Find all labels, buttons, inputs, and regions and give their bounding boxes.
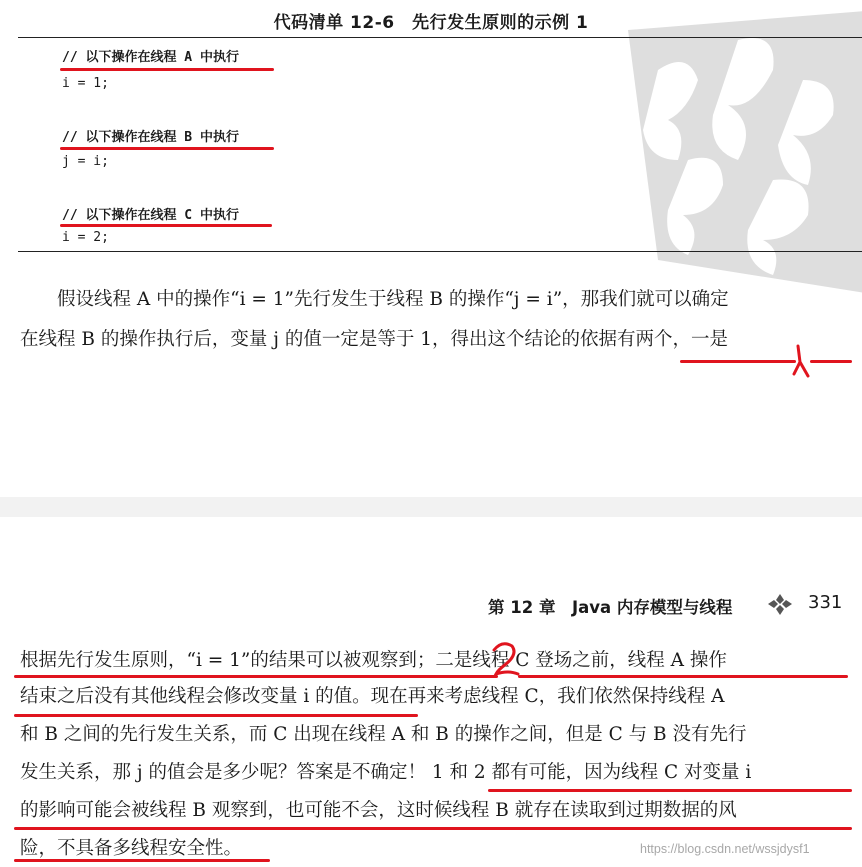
paragraph2-line6: 险，不具备多线程安全性。	[20, 838, 243, 859]
listing-title: 代码清单 12-6 先行发生原则的示例 1	[273, 13, 589, 33]
code-comment-c: // 以下操作在线程 C 中执行	[62, 208, 239, 223]
chapter-header: 第 12 章 Java 内存模型与线程	[488, 598, 733, 617]
code-line-a: i = 1;	[62, 76, 109, 91]
code-comment-b: // 以下操作在线程 B 中执行	[62, 130, 239, 145]
underline-p2-line5	[14, 827, 852, 830]
paragraph2-line2: 结束之后没有其他线程会修改变量 i 的值。现在再来考虑线程 C，我们依然保持线程 A	[20, 686, 725, 707]
underline-comment-b	[60, 147, 274, 150]
code-line-b: j = i;	[62, 154, 109, 169]
paragraph1-line2: 在线程 B 的操作执行后，变量 j 的值一定是等于 1，得出这个结论的依据有两个，一是	[20, 329, 729, 350]
underline-comment-c	[60, 224, 272, 227]
underline-p2-line6	[14, 859, 270, 862]
underline-p2-line1b	[518, 675, 848, 678]
code-comment-a: // 以下操作在线程 A 中执行	[62, 50, 239, 65]
paragraph1-line1: 假设线程 A 中的操作“i = 1”先行发生于线程 B 的操作“j = i”，那我们就可以确定	[20, 289, 729, 310]
underline-p2-line2	[14, 714, 418, 717]
paragraph2-line4: 发生关系，那 j 的值会是多少呢？答案是不确定！ 1 和 2 都有可能，因为线程 C 对变量 i	[20, 762, 752, 783]
underline-first	[810, 360, 852, 363]
paragraph2-line1: 根据先行发生原则，“i = 1”的结果可以被观察到；二是线程 C 登场之前，线程 A 操作	[20, 650, 727, 671]
page-number: 331	[808, 592, 843, 613]
paragraph2-line3: 和 B 之间的先行发生关系，而 C 出现在线程 A 和 B 的操作之间，但是 C 与 B 没有先行	[20, 724, 747, 745]
code-line-c: i = 2;	[62, 230, 109, 245]
underline-p2-line4	[488, 789, 852, 792]
underline-reasons	[680, 360, 796, 363]
listing-bottom-rule	[18, 251, 862, 252]
paragraph2-line5: 的影响可能会被线程 B 观察到，也可能不会，这时候线程 B 就存在读取到过期数据的风	[20, 800, 737, 821]
handwritten-mark-two	[488, 638, 524, 684]
listing-top-rule	[18, 37, 862, 38]
handwritten-mark-one	[786, 342, 812, 378]
watermark-url: https://blog.csdn.net/wssjdysf1	[640, 842, 810, 856]
seal-stamp-image	[588, 10, 862, 295]
page-separator	[0, 497, 862, 517]
underline-p2-line1a	[14, 675, 498, 678]
diamond-ornament-icon	[766, 592, 794, 616]
underline-comment-a	[60, 68, 274, 71]
